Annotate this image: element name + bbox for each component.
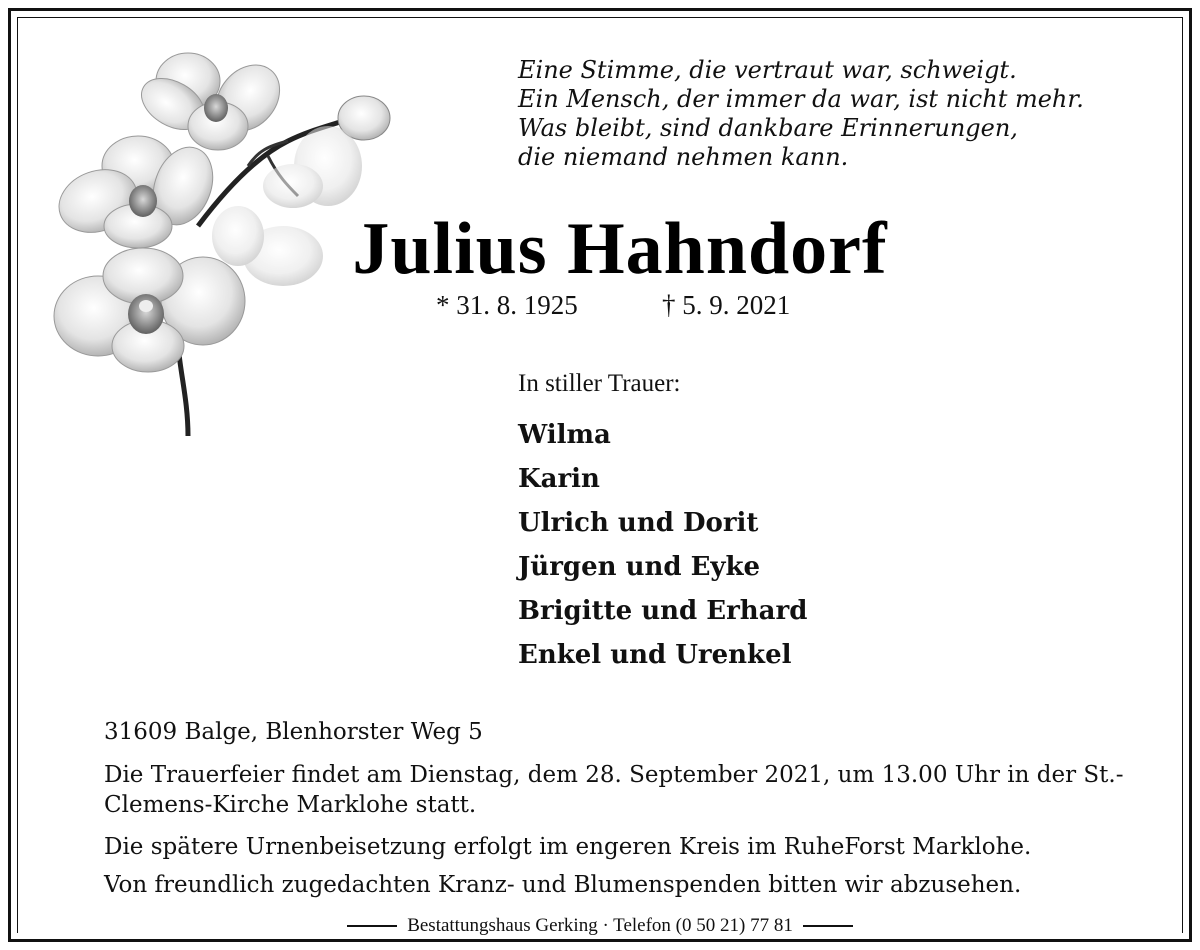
address-line: 31609 Balge, Blenhorster Weg 5 bbox=[104, 719, 483, 745]
mourning-intro: In stiller Trauer: bbox=[518, 370, 681, 397]
memorial-poem bbox=[518, 56, 1158, 172]
ceremony-notice: Die Trauerfeier findet am Dienstag, dem 28. September 2021, um 13.00 Uhr in der St.-Clemens-Kirche Marklohe statt. bbox=[104, 762, 1124, 818]
footer-rule-left bbox=[347, 925, 397, 927]
flowers-notice: Von freundlich zugedachten Kranz- und Blumenspenden bitten wir abzusehen. bbox=[104, 872, 1022, 898]
birth-date: * 31. 8. 1925 bbox=[436, 290, 578, 320]
poem-line: die niemand nehmen kann. bbox=[518, 143, 849, 171]
deceased-name: Julius Hahndorf bbox=[352, 208, 888, 290]
footer-bar bbox=[17, 914, 1183, 938]
poem-line: Was bleibt, sind dankbare Erinnerungen, bbox=[518, 114, 1018, 142]
mourner-name: Enkel und Urenkel bbox=[518, 640, 792, 670]
mourner-name: Ulrich und Dorit bbox=[518, 508, 759, 538]
mourner-name: Brigitte und Erhard bbox=[518, 596, 808, 626]
funeral-home-contact: Bestattungshaus Gerking · Telefon (0 50 21) 77 81 bbox=[407, 915, 793, 936]
mourners-list bbox=[518, 413, 807, 677]
mourner-name: Jürgen und Eyke bbox=[518, 552, 761, 582]
death-date: † 5. 9. 2021 bbox=[662, 290, 791, 320]
footer-rule-right bbox=[803, 925, 853, 927]
mourner-name: Karin bbox=[518, 464, 600, 494]
poem-line: Eine Stimme, die vertraut war, schweigt. bbox=[518, 56, 1017, 84]
mourner-name: Wilma bbox=[518, 420, 611, 450]
urn-burial-notice: Die spätere Urnenbeisetzung erfolgt im engeren Kreis im RuheForst Marklohe. bbox=[104, 834, 1032, 860]
poem-line: Ein Mensch, der immer da war, ist nicht mehr. bbox=[518, 85, 1084, 113]
